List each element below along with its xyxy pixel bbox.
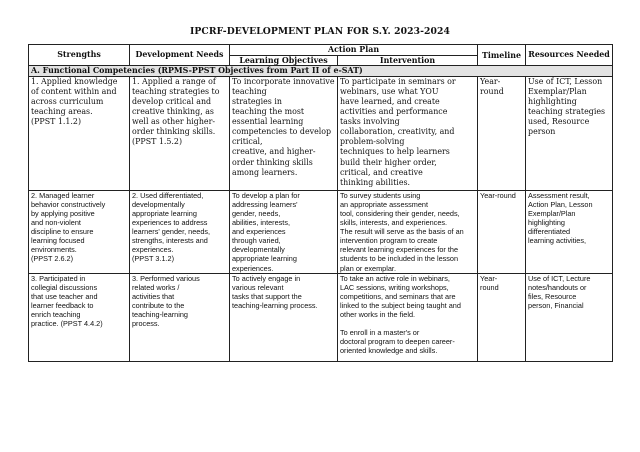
intervention-header: Intervention: [338, 55, 478, 66]
learning-objectives-cell: To incorporate innovative teaching strategies in teaching the most essential learning competencies to develop critical, creative, and higher- order thinking skills among learners.: [230, 76, 338, 190]
table-row: [29, 273, 613, 361]
development-plan-table: [28, 44, 613, 362]
development-needs-cell: 2. Used differentiated, developmentally appropriate learning experiences to address learners' gender, needs, strengths, interests and experiences. (PPST 3.1.2): [130, 190, 230, 273]
header-row-top: [29, 45, 613, 56]
strengths-header: Strengths: [29, 45, 130, 66]
timeline-cell: Year-round: [478, 190, 526, 273]
intervention-cell: To survey students using an appropriate assessment tool, considering their gender, needs, skills, interests, and experiences. The result will serve as the basis of an intervention program to create relevant learning experiences for the students to be included in the lesson plan or exemplar.: [338, 190, 478, 273]
resources-needed-cell: Assessment result, Action Plan, Lesson Exemplar/Plan highlighting differentiated learning activities,: [526, 190, 613, 273]
strengths-cell: 1. Applied knowledge of content within and across curriculum teaching areas. (PPST 1.1.2): [29, 76, 130, 190]
section-a-heading: A. Functional Competencies (RPMS-PPST Objectives from Part II of e-SAT): [29, 66, 613, 77]
section-row: [29, 66, 613, 77]
development-needs-header: Development Needs: [130, 45, 230, 66]
resources-needed-header: Resources Needed: [526, 45, 613, 66]
table-row: [29, 76, 613, 190]
page-title: IPCRF-DEVELOPMENT PLAN FOR S.Y. 2023-2024: [190, 26, 450, 37]
learning-objectives-cell: To develop a plan for addressing learners' gender, needs, abilities, interests, and experiences through varied, developmentally appropriate learning experiences.: [230, 190, 338, 273]
resources-needed-cell: Use of ICT, Lecture notes/handouts or files, Resource person, Financial: [526, 273, 613, 361]
learning-objectives-cell: To actively engage in various relevant tasks that support the teaching-learning process.: [230, 273, 338, 361]
learning-objectives-header: Learning Objectives: [230, 55, 338, 66]
strengths-cell: 3. Participated in collegial discussions that use teacher and learner feedback to enrich teaching practice. (PPST 4.4.2): [29, 273, 130, 361]
intervention-cell: To take an active role in webinars, LAC sessions, writing workshops, competitions, and seminars that are linked to the subject being taught and other works in the field. To enroll in a master's or doctoral program to deepen career- oriented knowledge and skills.: [338, 273, 478, 361]
table-row: [29, 190, 613, 273]
resources-needed-cell: Use of ICT, Lesson Exemplar/Plan highlighting teaching strategies used, Resource person: [526, 76, 613, 190]
development-needs-cell: 3. Performed various related works / activities that contribute to the teaching-learning process.: [130, 273, 230, 361]
timeline-header: Timeline: [478, 45, 526, 66]
strengths-cell: 2. Managed learner behavior constructively by applying positive and non-violent discipline to ensure learning focused environments. (PPST 2.6.2): [29, 190, 130, 273]
intervention-cell: To participate in seminars or webinars, use what YOU have learned, and create activities and performance tasks involving collaboration, creativity, and problem-solving techniques to help learners build their higher order, critical, and creative thinking abilities.: [338, 76, 478, 190]
action-plan-header: Action Plan: [230, 45, 478, 56]
timeline-cell: Year- round: [478, 76, 526, 190]
development-needs-cell: 1. Applied a range of teaching strategies to develop critical and creative thinking, as well as other higher- order thinking skills. (PPST 1.5.2): [130, 76, 230, 190]
timeline-cell: Year- round: [478, 273, 526, 361]
